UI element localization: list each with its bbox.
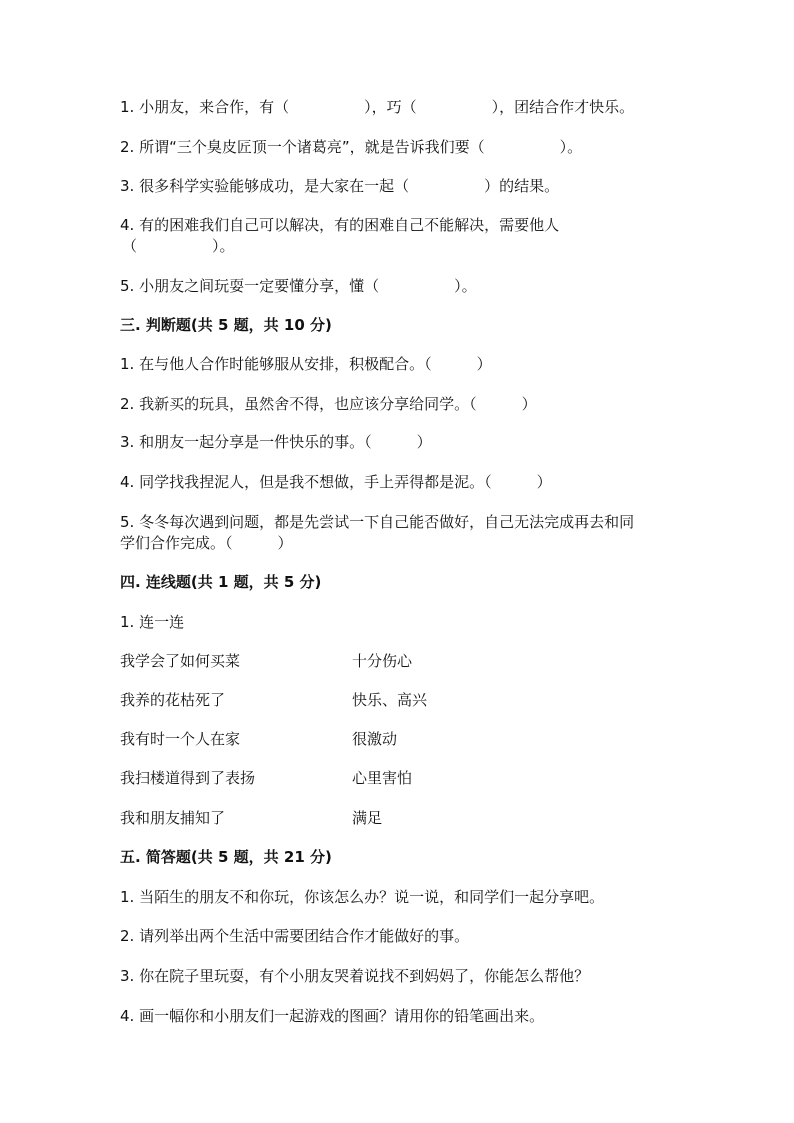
match-right-item-1: 十分伤心 — [352, 652, 413, 670]
match-left-item-3: 我有时一个人在家 — [120, 730, 241, 748]
fill-blank-question-1: 1. 小朋友，来合作，有（ ），巧（ ），团结合作才快乐。 — [120, 98, 635, 116]
fill-blank-question-5: 5. 小朋友之间玩耍一定要懂分享，懂（ ）。 — [120, 277, 477, 295]
match-right-item-4: 心里害怕 — [352, 769, 413, 787]
judge-question-5-line-2: 学们合作完成。（ ） — [120, 534, 293, 552]
short-answer-question-1: 1. 当陌生的朋友不和你玩，你该怎么办？说一说，和同学们一起分享吧。 — [120, 888, 605, 906]
fill-blank-question-4-line-2: （ ）。 — [122, 237, 235, 255]
judge-question-4: 4. 同学找我捏泥人，但是我不想做，手上弄得都是泥。（ ） — [120, 473, 552, 491]
match-prompt: 1. 连一连 — [120, 613, 185, 631]
section-heading-judge: 三. 判断题(共 5 题，共 10 分) — [120, 316, 332, 334]
short-answer-question-3: 3. 你在院子里玩耍，有个小朋友哭着说找不到妈妈了，你能怎么帮他？ — [120, 967, 590, 985]
match-left-item-1: 我学会了如何买菜 — [120, 652, 241, 670]
short-answer-question-2: 2. 请列举出两个生活中需要团结合作才能做好的事。 — [120, 927, 470, 945]
judge-question-5-line-1: 5. 冬冬每次遇到问题，都是先尝试一下自己能否做好，自己无法完成再去和同 — [120, 513, 635, 531]
section-heading-match: 四. 连线题(共 1 题，共 5 分) — [120, 573, 322, 591]
fill-blank-question-3: 3. 很多科学实验能够成功，是大家在一起（ ）的结果。 — [120, 177, 560, 195]
judge-question-3: 3. 和朋友一起分享是一件快乐的事。（ ） — [120, 433, 432, 451]
judge-question-2: 2. 我新买的玩具，虽然舍不得，也应该分享给同学。（ ） — [120, 395, 537, 413]
match-left-item-2: 我养的花枯死了 — [120, 691, 226, 709]
match-left-item-5: 我和朋友捕知了 — [120, 809, 226, 827]
short-answer-question-4: 4. 画一幅你和小朋友们一起游戏的图画？请用你的铅笔画出来。 — [120, 1007, 545, 1025]
match-right-item-2: 快乐、高兴 — [352, 691, 428, 709]
fill-blank-question-2: 2. 所谓“三个臭皮匠顶一个诸葛亮”，就是告诉我们要（ ）。 — [120, 138, 583, 156]
match-right-item-3: 很激动 — [352, 730, 398, 748]
section-heading-short-answer: 五. 简答题(共 5 题，共 21 分) — [120, 848, 332, 866]
match-left-item-4: 我扫楼道得到了表扬 — [120, 769, 256, 787]
fill-blank-question-4-line-1: 4. 有的困难我们自己可以解决，有的困难自己不能解决，需要他人 — [120, 216, 560, 234]
judge-question-1: 1. 在与他人合作时能够服从安排，积极配合。（ ） — [120, 355, 492, 373]
match-right-item-5: 满足 — [352, 809, 383, 827]
